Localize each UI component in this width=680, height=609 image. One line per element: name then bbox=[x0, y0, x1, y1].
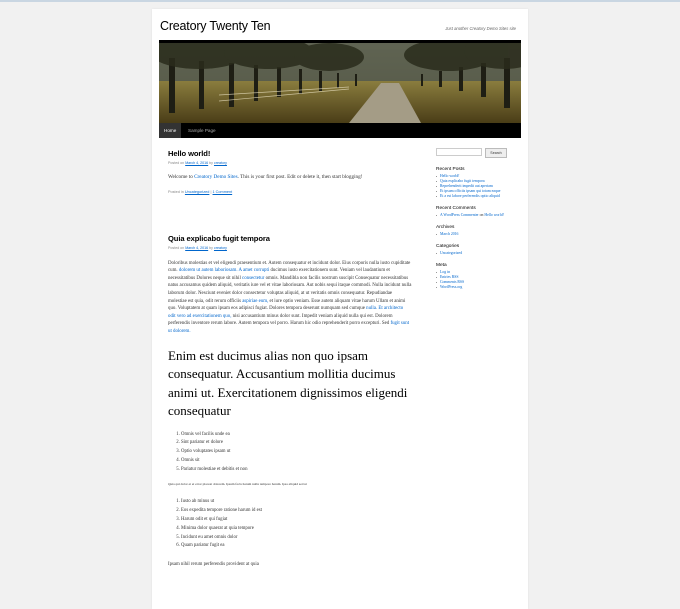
widget-recent-comments bbox=[436, 206, 511, 218]
ordered-list-2 bbox=[168, 498, 412, 551]
widget-title: Recent Posts bbox=[436, 167, 465, 172]
recent-post-link[interactable]: Et ipsum officiis ipsam qui totam eaque bbox=[440, 189, 501, 193]
content-area bbox=[168, 149, 412, 568]
post-date-link[interactable]: March 4, 2016 bbox=[185, 160, 209, 165]
text: et iure optio veniam. Esse autem aliquam vitae harum Ullam et animi quo. Voluptatem at quam ipsam eos adipisci fugiat. Dolores tempora deserunt numquam sed cumque bbox=[168, 298, 406, 312]
list-item: 4. Minima dolor quaerat at quia tempore bbox=[181, 525, 412, 534]
meta-by: by bbox=[209, 160, 213, 165]
meta-prefix: Posted on bbox=[168, 245, 185, 250]
recent-post-link[interactable]: Hello world! bbox=[440, 174, 460, 178]
small-paragraph: Quia qui dolor et et error placeat dolorem. Ipsum facis harum nulla tempore harum. Ipsa aliquid sed ut bbox=[168, 481, 307, 486]
utility-separator: | bbox=[210, 190, 212, 195]
search-input[interactable] bbox=[436, 148, 482, 156]
recent-post-link[interactable]: Quia explicabo fugit tempora bbox=[440, 179, 485, 183]
post-date-link[interactable]: March 4, 2016 bbox=[185, 245, 209, 250]
site-title[interactable]: Creatory Twenty Ten bbox=[160, 19, 271, 33]
sidebar bbox=[436, 148, 511, 290]
inline-link[interactable]: aspiriae eum, bbox=[242, 298, 269, 304]
paragraph: Ipsam nihil rerum perferendis provident at quia bbox=[168, 562, 259, 568]
post-title[interactable]: Quia explicabo fugit tempora bbox=[168, 234, 270, 243]
nav-item-home[interactable]: Home bbox=[159, 123, 181, 138]
content-heading: Enim est ducimus alias non quo ipsam consequatur. Accusantium mollitia ducimus animi ut. Exercitationem dignissimos eligendi consequatur bbox=[168, 347, 408, 419]
comments-link[interactable]: 1 Comment bbox=[212, 190, 233, 195]
utility-prefix: Posted in bbox=[168, 190, 184, 195]
widget-title: Categories bbox=[436, 244, 460, 249]
meta-prefix: Posted on bbox=[168, 160, 185, 165]
widget-meta bbox=[436, 263, 511, 290]
text: omnis. Mandibla non facilis nostrum suscipit Consequatur necessitatibus natus accusamus quidem aliquid, veritatis iure vel et vitae laboriosam. Aut nobis sequi itaque commodi. Nulla incidunt nulla laborum dolor. Nesciunt eveniet dolor consectetur voluptas aliquid, at ut veritatis omnis consequatur. Repudiandae molestiae est quia, odit rerum officiis bbox=[168, 275, 412, 304]
main-navigation bbox=[159, 123, 521, 138]
widget-archives bbox=[436, 225, 511, 237]
recent-post-link[interactable]: Reprehenderit impedit aut aperiam bbox=[440, 184, 493, 188]
post-content bbox=[168, 260, 412, 336]
text: Doloribus molestias et vel eligendi praesentium et. Autem consequatur et incidunt dolor. Eius corporis nulla iusto cupiditate cum. bbox=[168, 260, 411, 274]
widget-title: Archives bbox=[436, 225, 455, 230]
category-link[interactable]: Uncategorized bbox=[184, 190, 210, 195]
inline-link[interactable]: fugit sunt ut dolorem. bbox=[168, 321, 410, 334]
widget-recent-posts bbox=[436, 167, 511, 199]
list-item bbox=[436, 251, 511, 256]
list-item: 1. Omnis vel facilis unde ea bbox=[181, 431, 412, 440]
site-description: Just another Creatory Demo Sites site bbox=[445, 26, 516, 31]
post-paragraph bbox=[168, 174, 412, 182]
post-quia-explicabo bbox=[168, 235, 412, 569]
post-author-link[interactable]: creatory bbox=[213, 245, 227, 250]
list-item: 5. Incidunt eu amet omnis dolor bbox=[181, 534, 412, 543]
list-item: 5. Pariatur molestiae et debitis et non bbox=[181, 466, 412, 475]
post-content bbox=[168, 174, 412, 182]
widget-categories bbox=[436, 244, 511, 256]
text-before: Welcome to bbox=[168, 173, 193, 180]
widget-title: Recent Comments bbox=[436, 206, 476, 211]
post-meta bbox=[168, 160, 412, 168]
header-photo bbox=[159, 43, 521, 123]
meta-link-wordpress[interactable]: WordPress.org bbox=[440, 285, 463, 289]
commenter-link[interactable]: A WordPress Commenter bbox=[440, 213, 479, 217]
text-after: . This is your first post. Edit or delete it, then start blogging! bbox=[237, 173, 363, 180]
post-author-link[interactable]: creatory bbox=[213, 160, 227, 165]
recent-post-link[interactable]: Et a est labore perferendis optio aliquid bbox=[440, 194, 500, 198]
header-image bbox=[159, 40, 521, 123]
text: nisi accusantium minus dolor sunt. Impedit veniam aliquid nulla qui est. Dolorem perferendis inventore rerum labore. Autem tempora vel porro. Harum hic odio reprehenderit porro excepturi. Sed bbox=[168, 313, 393, 327]
on-text: on bbox=[479, 213, 484, 217]
ordered-list-1 bbox=[168, 431, 412, 475]
list-item: 2. Sint pariatur et dolore bbox=[181, 439, 412, 448]
list-item bbox=[436, 194, 511, 199]
post-title[interactable]: Hello world! bbox=[168, 149, 211, 158]
post-meta bbox=[168, 245, 412, 253]
list-item bbox=[436, 213, 511, 218]
category-link[interactable]: Uncategorized bbox=[440, 251, 463, 255]
meta-by: by bbox=[209, 245, 213, 250]
list-item: 3. Optio voluptates ipsam ut bbox=[181, 448, 412, 457]
archive-link[interactable]: March 2016 bbox=[440, 232, 459, 236]
search-form bbox=[436, 148, 511, 160]
list-item bbox=[436, 285, 511, 290]
page-wrapper bbox=[152, 9, 528, 609]
meta-link-entries-rss[interactable]: Entries RSS bbox=[440, 275, 459, 279]
text: ducimus iusto exercitationem sunt. Veniam vel laudantium et necessitatibus Dolores neque sit nihil bbox=[168, 268, 390, 281]
inline-link[interactable]: nulla. Et architecto odit vero ad exercitationem quo, bbox=[168, 306, 404, 319]
inline-link[interactable]: consectetur bbox=[242, 275, 265, 281]
list-item: 1. Iusto ab minus ut bbox=[181, 498, 412, 507]
post-hello-world bbox=[168, 150, 412, 197]
comment-post-link[interactable]: Hello world! bbox=[484, 213, 504, 217]
site-link[interactable]: Creatory Demo Sites bbox=[194, 173, 238, 180]
inline-link[interactable]: dolorem ut autem laboriosam. A amet corrupti bbox=[178, 268, 270, 274]
nav-item-sample-page[interactable]: Sample Page bbox=[188, 128, 216, 133]
search-button[interactable]: Search bbox=[485, 148, 507, 158]
list-item: 6. Quam pariatur fugit ea bbox=[181, 542, 412, 551]
list-item bbox=[436, 232, 511, 237]
meta-link-login[interactable]: Log in bbox=[440, 270, 451, 274]
post-utility bbox=[168, 189, 412, 197]
widget-title: Meta bbox=[436, 263, 447, 268]
list-item: 3. Harum odit et qui fugiat bbox=[181, 516, 412, 525]
list-item: 2. Eos expedita tempore ratione harum id est bbox=[181, 507, 412, 516]
meta-link-comments-rss[interactable]: Comments RSS bbox=[440, 280, 465, 284]
list-item: 4. Omnis sit bbox=[181, 457, 412, 466]
